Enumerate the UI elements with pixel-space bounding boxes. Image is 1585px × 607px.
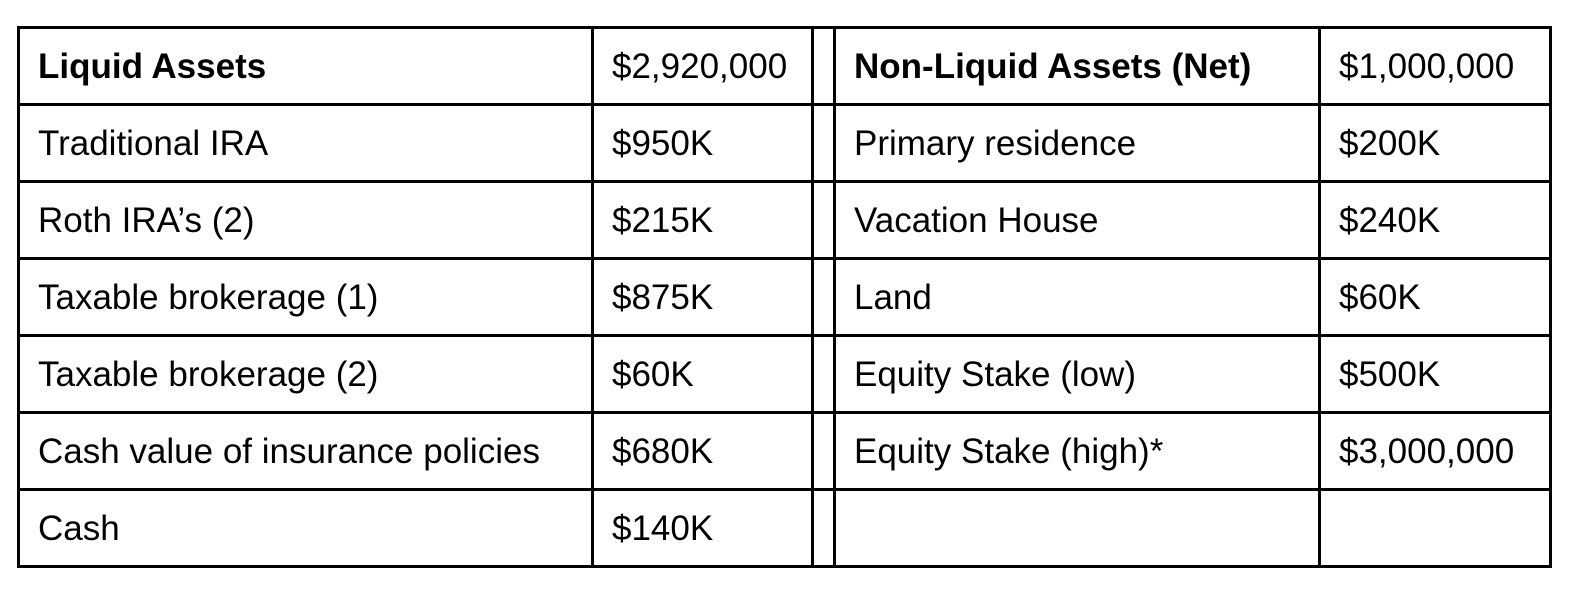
non-liquid-asset-label: Primary residence bbox=[835, 105, 1320, 182]
liquid-asset-label: Roth IRA’s (2) bbox=[19, 182, 593, 259]
non-liquid-asset-value: $60K bbox=[1320, 259, 1551, 336]
assets-table bbox=[17, 26, 1552, 568]
liquid-asset-label: Taxable brokerage (2) bbox=[19, 336, 593, 413]
liquid-asset-value: $140K bbox=[593, 490, 813, 567]
spacer-cell bbox=[813, 336, 835, 413]
liquid-asset-value: $875K bbox=[593, 259, 813, 336]
non-liquid-assets-heading: Non-Liquid Assets (Net) bbox=[835, 28, 1320, 105]
non-liquid-asset-value: $240K bbox=[1320, 182, 1551, 259]
non-liquid-asset-label: Land bbox=[835, 259, 1320, 336]
spacer-cell bbox=[813, 413, 835, 490]
spacer-cell bbox=[813, 182, 835, 259]
liquid-asset-label: Taxable brokerage (1) bbox=[19, 259, 593, 336]
liquid-asset-value: $60K bbox=[593, 336, 813, 413]
liquid-asset-label: Cash bbox=[19, 490, 593, 567]
table-row bbox=[19, 336, 1551, 413]
non-liquid-asset-value: $500K bbox=[1320, 336, 1551, 413]
liquid-asset-label: Traditional IRA bbox=[19, 105, 593, 182]
non-liquid-asset-value: $200K bbox=[1320, 105, 1551, 182]
non-liquid-asset-label: Vacation House bbox=[835, 182, 1320, 259]
non-liquid-asset-label: Equity Stake (low) bbox=[835, 336, 1320, 413]
spacer-cell bbox=[813, 105, 835, 182]
liquid-asset-value: $215K bbox=[593, 182, 813, 259]
non-liquid-asset-value: $3,000,000 bbox=[1320, 413, 1551, 490]
liquid-assets-heading: Liquid Assets bbox=[19, 28, 593, 105]
table-header-row bbox=[19, 28, 1551, 105]
liquid-assets-total: $2,920,000 bbox=[593, 28, 813, 105]
liquid-asset-label: Cash value of insurance policies bbox=[19, 413, 593, 490]
table-row bbox=[19, 490, 1551, 567]
table-row bbox=[19, 259, 1551, 336]
non-liquid-assets-total: $1,000,000 bbox=[1320, 28, 1551, 105]
non-liquid-asset-label: Equity Stake (high)* bbox=[835, 413, 1320, 490]
table-row bbox=[19, 105, 1551, 182]
spacer-cell bbox=[813, 259, 835, 336]
non-liquid-asset-label bbox=[835, 490, 1320, 567]
spacer-cell bbox=[813, 490, 835, 567]
table-row bbox=[19, 182, 1551, 259]
spacer-cell bbox=[813, 28, 835, 105]
non-liquid-asset-value bbox=[1320, 490, 1551, 567]
liquid-asset-value: $680K bbox=[593, 413, 813, 490]
table-row bbox=[19, 413, 1551, 490]
liquid-asset-value: $950K bbox=[593, 105, 813, 182]
